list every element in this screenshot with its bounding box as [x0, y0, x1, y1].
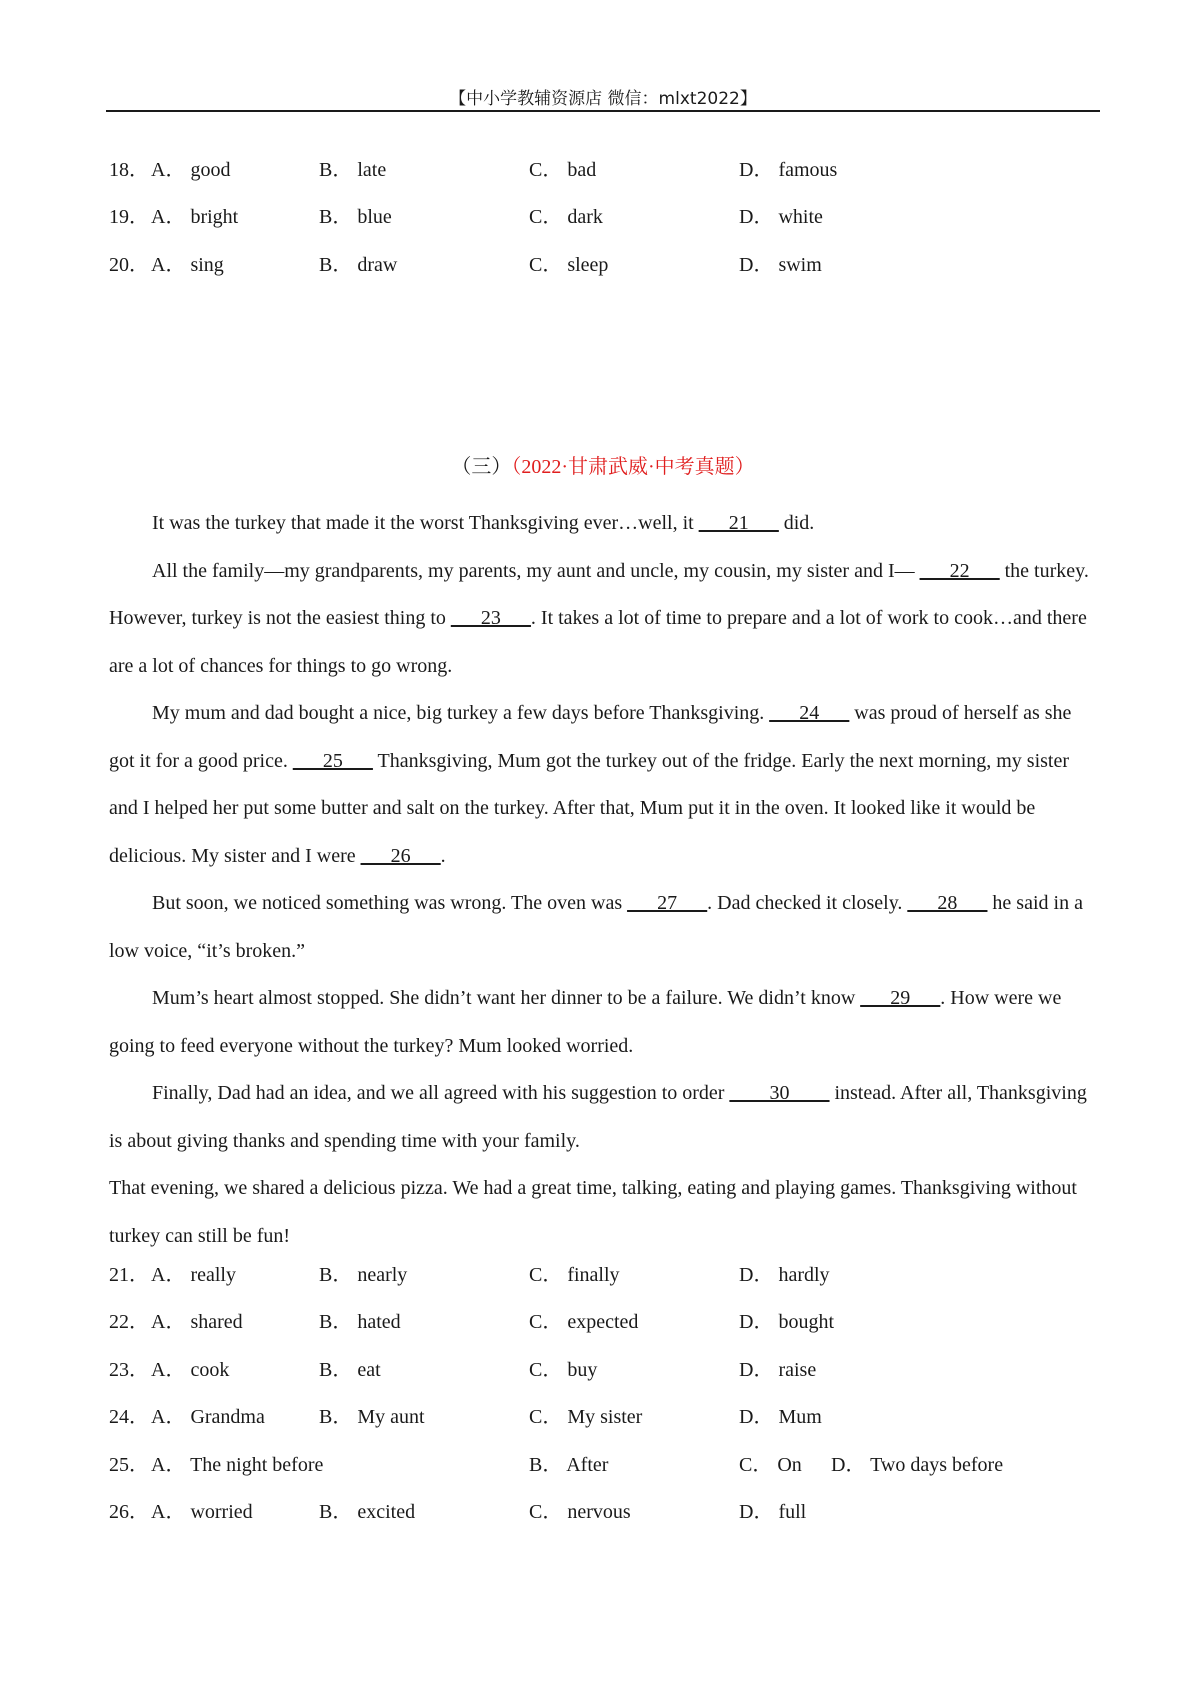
option-c: C． nervous	[529, 1501, 631, 1523]
option-c: C． finally	[529, 1264, 620, 1286]
passage-text: did.	[778, 512, 815, 534]
blank-29: ___29___	[860, 987, 941, 1009]
passage-paragraph	[109, 500, 1099, 548]
question-number: 23．	[109, 1359, 149, 1381]
option-b: B． nearly	[319, 1264, 408, 1286]
option-b: B． late	[319, 159, 387, 181]
option-b: B． draw	[319, 254, 398, 276]
option-c: C． dark	[529, 206, 603, 228]
option-d: D． raise	[739, 1359, 817, 1381]
option-b: B． My aunt	[319, 1406, 425, 1428]
passage-text: My mum and dad bought a nice, big turkey a few days before Thanksgiving.	[152, 702, 770, 724]
question-number: 25．	[109, 1454, 149, 1476]
section-source: （2022·甘肃武威·中考真题）	[511, 456, 755, 478]
option-c: C． sleep	[529, 254, 609, 276]
blank-21: ___21___	[698, 512, 779, 534]
option-a: A． Grandma	[151, 1406, 265, 1428]
passage-text: That evening, we shared a delicious pizza. We had a great time, talking, eating and playing games. Thanksgiving without turkey can still be fun!	[109, 1177, 1077, 1247]
option-a: A． worried	[151, 1501, 253, 1523]
header-divider	[106, 110, 1100, 112]
option-b: B． hated	[319, 1311, 401, 1333]
passage-text: Thanksgiving, Mum got the turkey out of the fridge. Early the next morning, my sister and I helped her put some butter and salt on the turkey. After that, Mum put it in the oven. It looked like it would be delicious. My sister and I were	[109, 749, 1070, 867]
option-d: D． Two days before	[831, 1454, 1004, 1476]
question-number: 21．	[109, 1264, 149, 1286]
option-a: A． bright	[151, 206, 239, 228]
passage-text: . Dad checked it closely.	[707, 892, 908, 914]
option-a: A． The night before	[151, 1454, 324, 1476]
passage-paragraph	[109, 548, 1099, 691]
passage-text: Mum’s heart almost stopped. She didn’t want her dinner to be a failure. We didn’t know	[152, 987, 861, 1009]
passage-paragraph	[109, 690, 1099, 880]
section-number: （三）	[451, 456, 512, 478]
blank-24: ___24___	[769, 702, 850, 724]
passage-text: . How were we going to feed everyone without the turkey? Mum looked worried.	[109, 987, 1062, 1057]
passage-text: All the family—my grandparents, my parents, my aunt and uncle, my cousin, my sister and I—	[152, 559, 920, 582]
option-b: B． excited	[319, 1501, 416, 1523]
passage-text: Finally, Dad had an idea, and we all agreed with his suggestion to order	[152, 1082, 730, 1104]
option-c: C． buy	[529, 1359, 598, 1381]
question-number: 19．	[109, 206, 149, 228]
passage-paragraph	[109, 1165, 1099, 1260]
option-c: C． On	[739, 1454, 802, 1476]
passage-text: . It takes a lot of time to prepare and a lot of work to cook…and there are a lot of chances for things to go wrong.	[109, 607, 1087, 677]
blank-26: ___26___	[360, 844, 441, 867]
option-a: A． cook	[151, 1359, 230, 1381]
option-b: B． eat	[319, 1359, 381, 1381]
question-number: 22．	[109, 1311, 149, 1333]
blank-22: ___22___	[919, 559, 1000, 582]
blank-23: ___23___	[450, 607, 531, 629]
page-header: 【中小学教辅资源店 微信：mlxt2022】	[449, 89, 757, 109]
blank-25: ___25___	[292, 749, 373, 772]
option-c: C． My sister	[529, 1406, 643, 1428]
option-c: C． bad	[529, 159, 597, 181]
passage-paragraph	[109, 975, 1099, 1070]
option-b: B． blue	[319, 206, 392, 228]
option-a: A． really	[151, 1264, 236, 1286]
option-d: D． bought	[739, 1311, 834, 1333]
passage-text: .	[440, 844, 446, 867]
option-d: D． swim	[739, 254, 822, 276]
question-number: 26．	[109, 1501, 149, 1523]
option-c: C． expected	[529, 1311, 639, 1333]
option-d: D． hardly	[739, 1264, 830, 1286]
passage-paragraph	[109, 1070, 1099, 1165]
option-d: D． white	[739, 206, 823, 228]
option-d: D． famous	[739, 159, 838, 181]
reading-passage	[109, 500, 1099, 1260]
blank-30: ____30____	[729, 1082, 830, 1104]
passage-text: instead. After all, Thanksgiving is about giving thanks and spending time with your family.	[109, 1082, 1087, 1152]
option-b: B． After	[529, 1454, 609, 1476]
passage-text: But soon, we noticed something was wrong. The oven was	[152, 892, 628, 914]
passage-text: the turkey. However, turkey is not the easiest thing to	[109, 559, 1089, 629]
section-title	[106, 452, 1100, 482]
option-a: A． good	[151, 159, 231, 181]
option-d: D． Mum	[739, 1406, 822, 1428]
passage-text: It was the turkey that made it the worst Thanksgiving ever…well, it	[152, 512, 699, 534]
option-a: A． shared	[151, 1311, 243, 1333]
passage-text: was proud of herself as she got it for a good price.	[109, 702, 1072, 772]
question-number: 20．	[109, 254, 149, 276]
question-number: 18．	[109, 159, 149, 181]
blank-28: ___28___	[907, 892, 988, 914]
passage-text: he said in a low voice, “it’s broken.”	[109, 892, 1083, 962]
option-a: A． sing	[151, 254, 224, 276]
passage-paragraph	[109, 880, 1099, 975]
option-d: D． full	[739, 1501, 807, 1523]
blank-27: ___27___	[627, 892, 708, 914]
question-number: 24．	[109, 1406, 149, 1428]
